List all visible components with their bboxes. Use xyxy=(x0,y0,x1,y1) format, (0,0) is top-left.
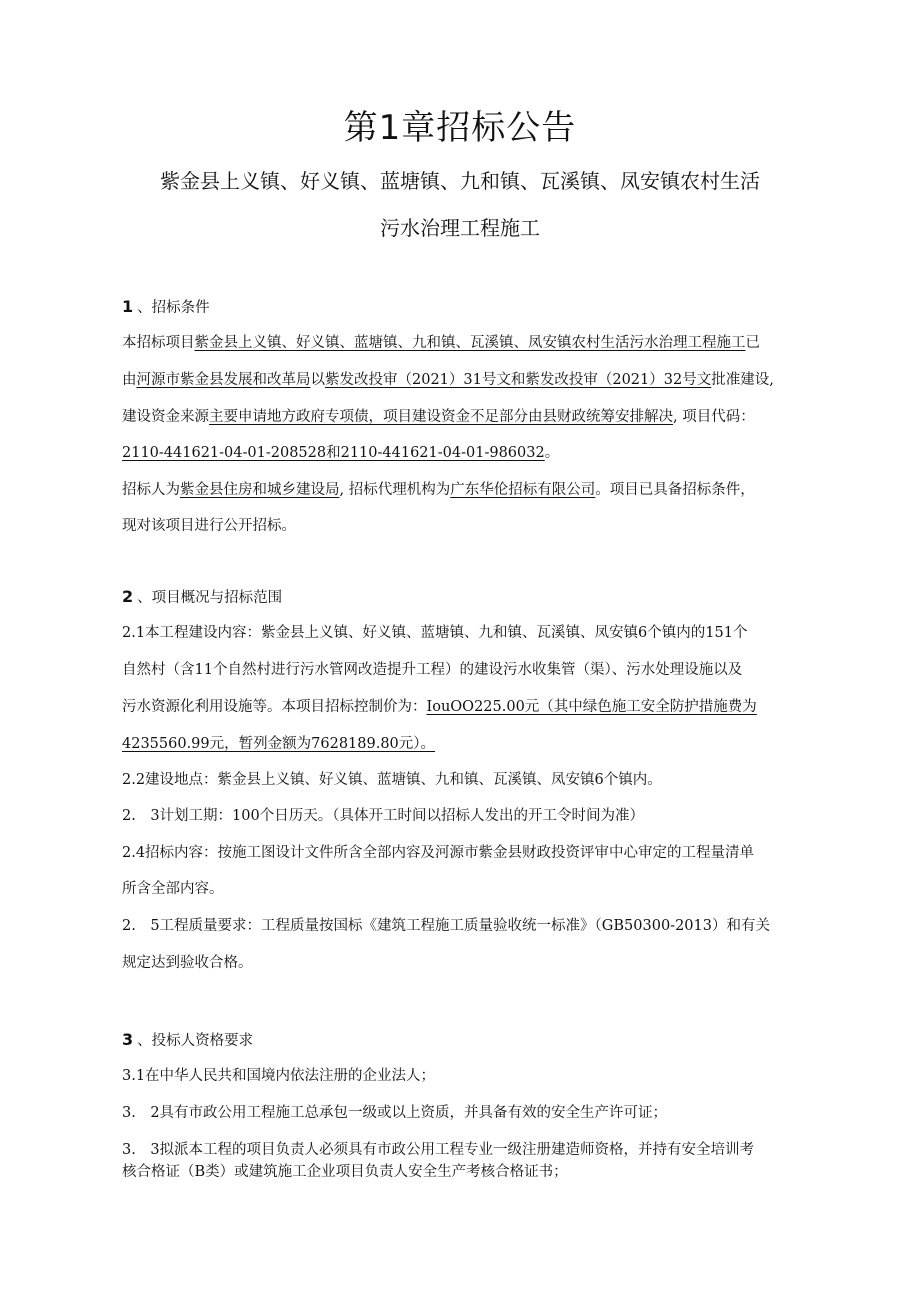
s1-p1-line-2 xyxy=(122,370,774,390)
s2-1-line-4 xyxy=(122,734,435,754)
s1-p2-line-2: 现对该项目进行公开招标。 xyxy=(122,518,296,534)
section-1-heading xyxy=(122,296,210,317)
text: 以 xyxy=(310,372,325,388)
section-2-title: 、项目概况与招标范围 xyxy=(137,590,283,606)
project-name-underlined: 紫金县上义镇、好义镇、蓝塘镇、九和镇、瓦溪镇、凤安镇农村生活污水治理工程施工 xyxy=(194,335,746,351)
text: 。 xyxy=(544,445,560,461)
fee-details: 4235560.99元，暂列金额为7628189.80元）。 xyxy=(122,736,436,752)
tenderer-name: 紫金县住房和城乡建设局 xyxy=(180,482,340,498)
s2-1-line-2: 自然村（含11个自然村进行污水管网改造提升工程）的建设污水收集管（渠）、污水处理设施以及 xyxy=(122,662,743,678)
text: 本招标项目 xyxy=(122,335,195,351)
s1-p2-line-1 xyxy=(122,480,755,500)
s2-5-line-2: 规定达到验收合格。 xyxy=(122,955,253,971)
text: 由 xyxy=(122,372,137,388)
s1-p1-line-3 xyxy=(122,407,755,427)
s2-4-line-2: 所含全部内容。 xyxy=(122,881,224,897)
approval-authority: 河源市紫金县发展和改革局 xyxy=(136,372,311,388)
text: , 招标代理机构为 xyxy=(339,482,451,498)
section-2-heading xyxy=(122,586,282,607)
section-3-number: 3 xyxy=(122,1030,134,1049)
s2-1-line-3 xyxy=(122,697,757,717)
text: 。项目已具备招标条件， xyxy=(595,482,755,498)
project-name-line-1: 紫金县上义镇、好义镇、蓝塘镇、九和镇、瓦溪镇、凤安镇农村生活 xyxy=(160,169,760,193)
section-1-number: 1 xyxy=(122,297,134,316)
section-2-number: 2 xyxy=(122,587,134,606)
project-name-line-2: 污水治理工程施工 xyxy=(380,216,540,240)
s1-p1-line-1 xyxy=(122,333,760,353)
s3-1: 3.1在中华人民共和国境内依法注册的企业法人； xyxy=(122,1068,436,1084)
s3-3-line-1: 3. 3拟派本工程的项目负责人必须具有市政公用工程专业一级注册建造师资格，并持有安全培训考 xyxy=(122,1142,755,1158)
section-3-title: 、投标人资格要求 xyxy=(137,1033,254,1049)
section-3-heading xyxy=(122,1029,253,1050)
s3-3-line-2: 核合格证（B类）或建筑施工企业项目负责人安全生产考核合格证书； xyxy=(122,1164,568,1180)
text: , 项目代码： xyxy=(673,409,755,425)
control-price: IouOO225.00元（其中绿色施工安全防护措施费为 xyxy=(426,699,757,715)
text: 建设资金来源 xyxy=(122,409,209,425)
s2-3: 2. 3计划工期：100个日历天。（具体开工时间以招标人发出的开工令时间为准） xyxy=(122,808,644,824)
text: 招标人为 xyxy=(122,482,180,498)
section-1-title: 、招标条件 xyxy=(137,300,210,316)
s2-1-line-1: 2.1本工程建设内容：紫金县上义镇、好义镇、蓝塘镇、九和镇、瓦溪镇、凤安镇6个镇内的151个 xyxy=(122,625,748,641)
s2-2: 2.2建设地点：紫金县上义镇、好义镇、蓝塘镇、九和镇、瓦溪镇、凤安镇6个镇内。 xyxy=(122,772,662,788)
text: 批准建设, xyxy=(711,372,774,388)
s2-5-line-1: 2. 5工程质量要求：工程质量按国标《建筑工程施工质量验收统一标准》（GB50300-2013）和有关 xyxy=(122,918,770,934)
funding-source: 主要申请地方政府专项债，项目建设资金不足部分由县财政统筹安排解决 xyxy=(209,409,673,425)
s3-2: 3. 2具有市政公用工程施工总承包一级或以上资质，并具备有效的安全生产许可证； xyxy=(122,1105,668,1121)
project-codes: 2110-441621-04-01-208528和2110-441621-04-01-986032 xyxy=(122,445,545,461)
page-title: 第1章招标公告 xyxy=(343,108,577,148)
approval-documents: 紫发改投审（2021）31号文和紫发改投审（2021）32号文 xyxy=(325,372,712,388)
s2-4-line-1: 2.4招标内容：按施工图设计文件所含全部内容及河源市紫金县财政投资评审中心审定的工程量清单 xyxy=(122,845,755,861)
s1-p1-line-4 xyxy=(122,443,559,463)
text: 已 xyxy=(745,335,760,351)
agency-name: 广东华伦招标有限公司 xyxy=(450,482,596,498)
text: 污水资源化利用设施等。本项目招标控制价为： xyxy=(122,699,427,715)
